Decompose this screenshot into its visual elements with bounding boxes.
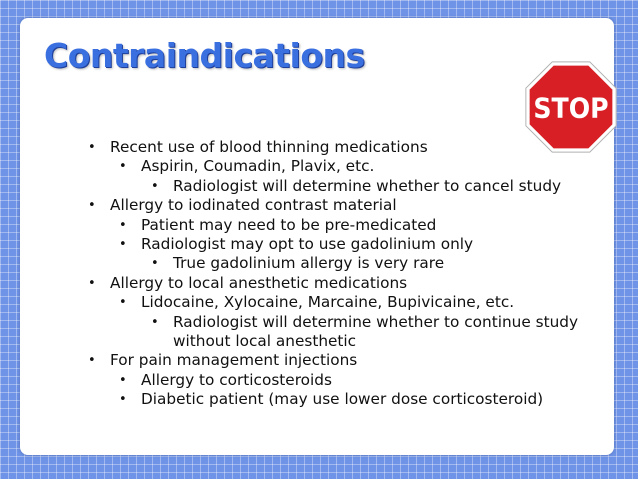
bullet-item: • Allergy to corticosteroids [119, 371, 608, 390]
stop-sign-label: STOP [533, 93, 609, 125]
slide-title: Contraindications [44, 36, 365, 75]
bullet-item: • Allergy to iodinated contrast material [88, 196, 608, 215]
slide [20, 18, 614, 455]
bullet-item: • For pain management injections [88, 351, 608, 370]
bullet-item: • Lidocaine, Xylocaine, Marcaine, Bupivicaine, etc. [119, 293, 608, 312]
bullet-item: • Radiologist will determine whether to cancel study [151, 177, 608, 196]
bullet-item: • Aspirin, Coumadin, Plavix, etc. [119, 157, 608, 176]
bullet-item: • Allergy to local anesthetic medications [88, 274, 608, 293]
bullet-item: • True gadolinium allergy is very rare [151, 254, 608, 273]
bullet-item: • Radiologist will determine whether to continue study without local anesthetic [151, 313, 608, 352]
bullet-item: • Radiologist may opt to use gadolinium only [119, 235, 608, 254]
bullet-item: • Patient may need to be pre-medicated [119, 216, 608, 235]
bullet-list [88, 138, 608, 410]
bullet-item: • Diabetic patient (may use lower dose corticosteroid) [119, 390, 608, 409]
bullet-item: • Recent use of blood thinning medications [88, 138, 608, 157]
